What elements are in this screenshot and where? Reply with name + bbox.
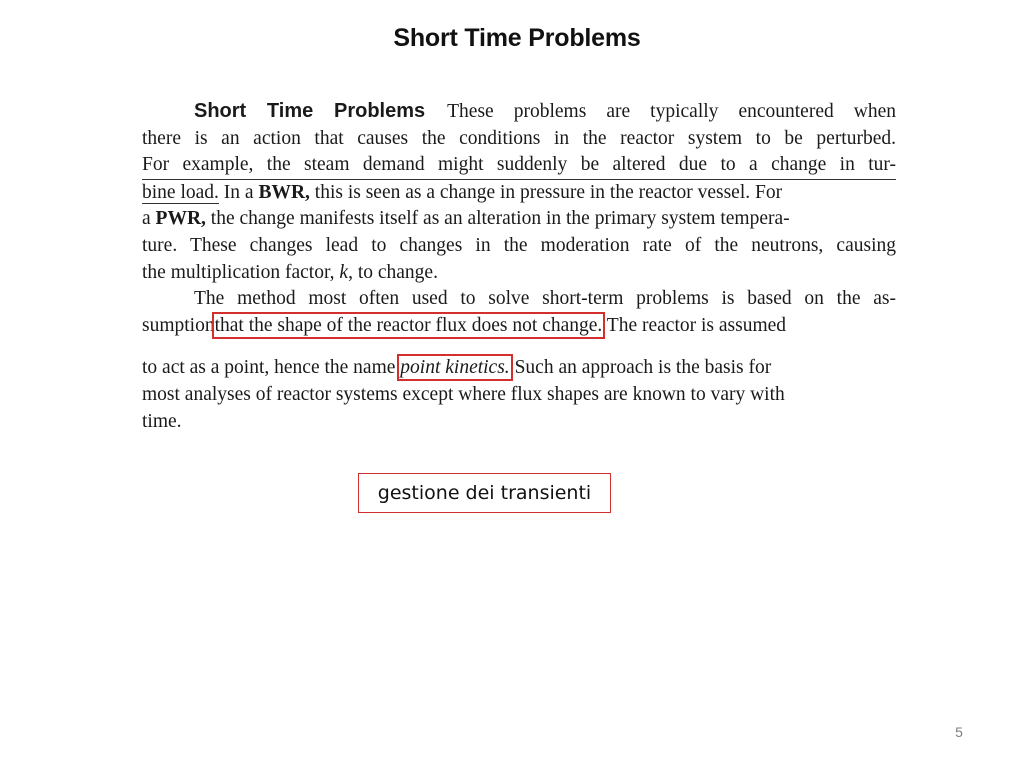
excerpt-line <box>142 206 896 233</box>
excerpt-line <box>142 260 896 287</box>
excerpt-text: The reactor is assumed <box>602 314 787 336</box>
pwr-term: PWR, <box>155 208 206 230</box>
excerpt-text: a <box>142 208 156 230</box>
excerpt-line <box>142 355 896 382</box>
bwr-term: BWR, <box>258 181 310 203</box>
excerpt-text: Such an approach is the basis for <box>509 357 772 379</box>
underlined-text: bine load. <box>142 181 219 203</box>
excerpt-text: sumption <box>142 314 215 336</box>
excerpt-text: the multiplication factor, <box>142 261 340 283</box>
text-excerpt <box>142 98 896 435</box>
excerpt-line: there is an action that causes the conditions in the reactor system to be perturbed. <box>142 127 896 149</box>
excerpt-line: For example, the steam demand might suddenly be altered due to a change in tur- <box>142 152 896 180</box>
excerpt-text: this is seen as a change in pressure in the reactor vessel. For <box>309 181 783 203</box>
k-symbol: k <box>339 261 349 283</box>
excerpt-line: most analyses of reactor systems except where flux shapes are known to vary with <box>142 383 785 405</box>
excerpt-line <box>142 180 896 207</box>
annotation-note: gestione dei transienti <box>358 473 611 513</box>
excerpt-text: , to change. <box>348 261 438 283</box>
excerpt-line: The method most often used to solve short-term problems is based on the as- <box>194 288 896 310</box>
excerpt-text: to act as a point, hence the name <box>142 357 401 379</box>
excerpt-line: time. <box>142 410 182 432</box>
excerpt-text: In a <box>218 181 259 203</box>
excerpt-heading: Short Time Problems <box>194 100 426 122</box>
excerpt-text: These problems are typically encountered when <box>447 101 897 122</box>
highlight-box: that the shape of the reactor flux does not change. <box>214 314 603 336</box>
slide-title: Short Time Problems <box>393 24 641 52</box>
excerpt-line <box>142 98 896 126</box>
page-number: 5 <box>955 724 963 740</box>
excerpt-text: the change manifests itself as an alteration in the primary system tempera- <box>205 208 790 230</box>
excerpt-line <box>142 313 896 340</box>
highlight-box: point kinetics. <box>400 357 510 379</box>
excerpt-line: ture. These changes lead to changes in the moderation rate of the neutrons, causing <box>142 234 896 256</box>
